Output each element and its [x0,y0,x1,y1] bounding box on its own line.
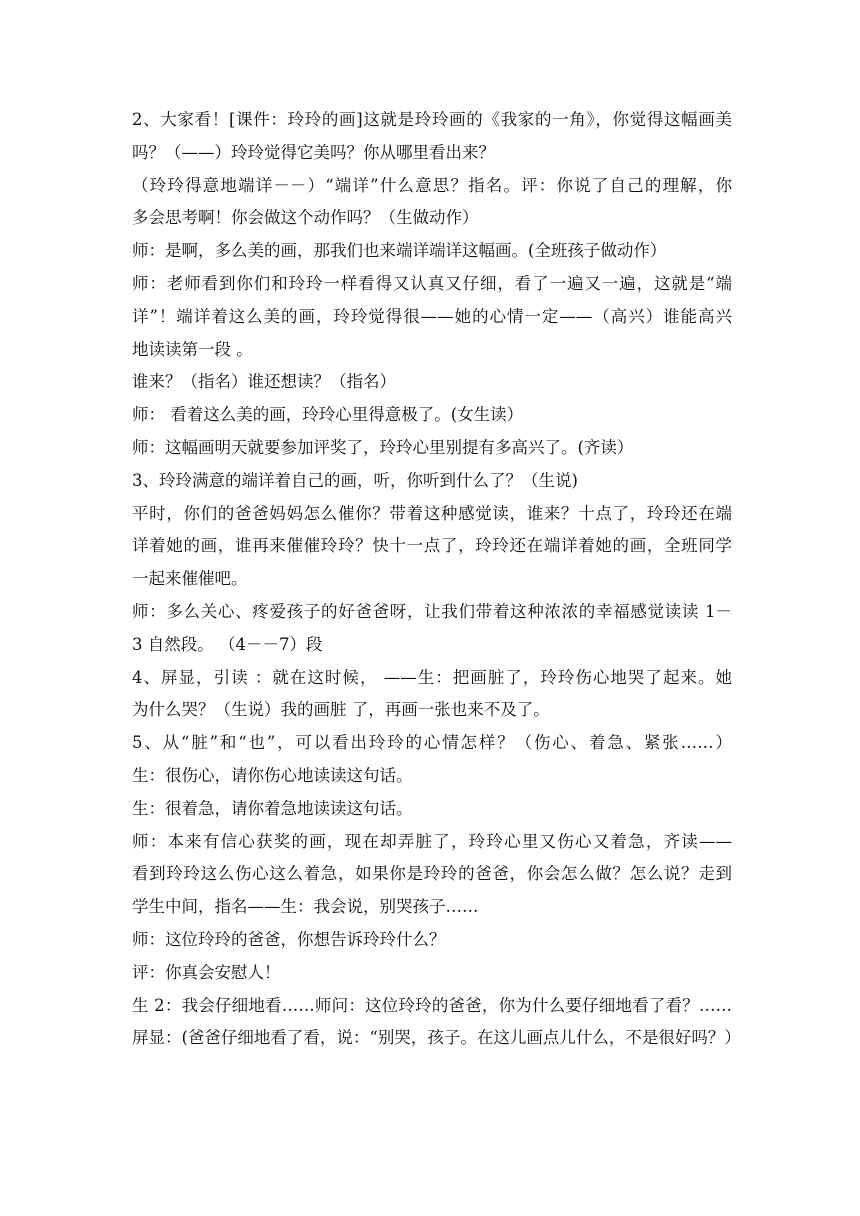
text-line: （玲玲得意地端详－－）“端详”什么意思？指名。评：你说了自己的理解，你 [132,175,732,195]
text-line: 生：很伤心，请你伤心地读读这句话。 [132,765,413,785]
text-line: 学生中间，指名——生：我会说，别哭孩子…… [132,897,479,917]
text-line: 详着她的画，谁再来催催玲玲？快十一点了，玲玲还在端详着她的画，全班同学 [132,536,732,556]
text-line: 4、屏显，引读 ：就在这时候， ——生：把画脏了，玲玲伤心地哭了起来。她 [132,667,732,687]
text-line: 3 自然段。 （4－－7）段 [132,634,323,654]
text-line: 平时，你们的爸爸妈妈怎么催你？带着这种感觉读，谁来？十点了，玲玲还在端 [132,503,732,523]
text-line: 为什么哭？（生说）我的画脏 了，再画一张也来不及了。 [132,700,550,720]
text-line: 师： 看着这么美的画，玲玲心里得意极了。(女生读） [132,405,524,425]
text-line: 生：很着急，请你着急地读读这句话。 [132,798,413,818]
text-line: 一起来催催吧。 [132,569,248,589]
text-line: 师：本来有信心获奖的画，现在却弄脏了，玲玲心里又伤心又着急，齐读—— [132,831,732,851]
text-line: 师：这幅画明天就要参加评奖了，玲玲心里别提有多高兴了。(齐读） [132,437,634,457]
text-line: 屏显：(爸爸仔细地看了看，说：“别哭，孩子。在这儿画点儿什么，不是很好吗？） [132,1028,741,1048]
document-body [132,104,741,1055]
text-line: 谁来？（指名）谁还想读？（指名） [132,372,396,392]
text-line: 5、从“脏”和“也”，可以看出玲玲的心情怎样？（伤心、着急、紧张……） [132,733,732,753]
text-line: 多会思考啊！你会做这个动作吗？（生做动作） [132,208,479,228]
text-line: 3、玲玲满意的端详着自己的画，听，你听到什么了？（生说) [132,470,578,490]
text-line: 吗？（——）玲玲觉得它美吗？你从哪里看出来？ [132,142,495,162]
text-line: 师：是啊，多么美的画，那我们也来端详端详这幅画。(全班孩子做动作） [132,241,667,261]
text-line: 师：这位玲玲的爸爸，你想告诉玲玲什么？ [132,929,446,949]
text-line: 师：多么关心、疼爱孩子的好爸爸呀，让我们带着这种浓浓的幸福感觉读读 1－ [132,601,732,621]
text-line: 地读读第一段 。 [132,339,253,359]
text-line: 生 2：我会仔细地看……师问：这位玲玲的爸爸，你为什么要仔细地看了看？…… [132,995,732,1015]
text-line: 评：你真会安慰人！ [132,962,281,982]
text-line: 详”！端详着这么美的画，玲玲觉得很——她的心情一定——（高兴）谁能高兴 [132,306,732,326]
text-line: 2、大家看！[课件：玲玲的画]这就是玲玲画的《我家的一角》，你觉得这幅画美 [132,110,732,129]
text-line: 看到玲玲这么伤心这么着急，如果你是玲玲的爸爸，你会怎么做？怎么说？走到 [132,864,732,884]
text-line: 师：老师看到你们和玲玲一样看得又认真又仔细，看了一遍又一遍，这就是“端 [132,273,732,293]
